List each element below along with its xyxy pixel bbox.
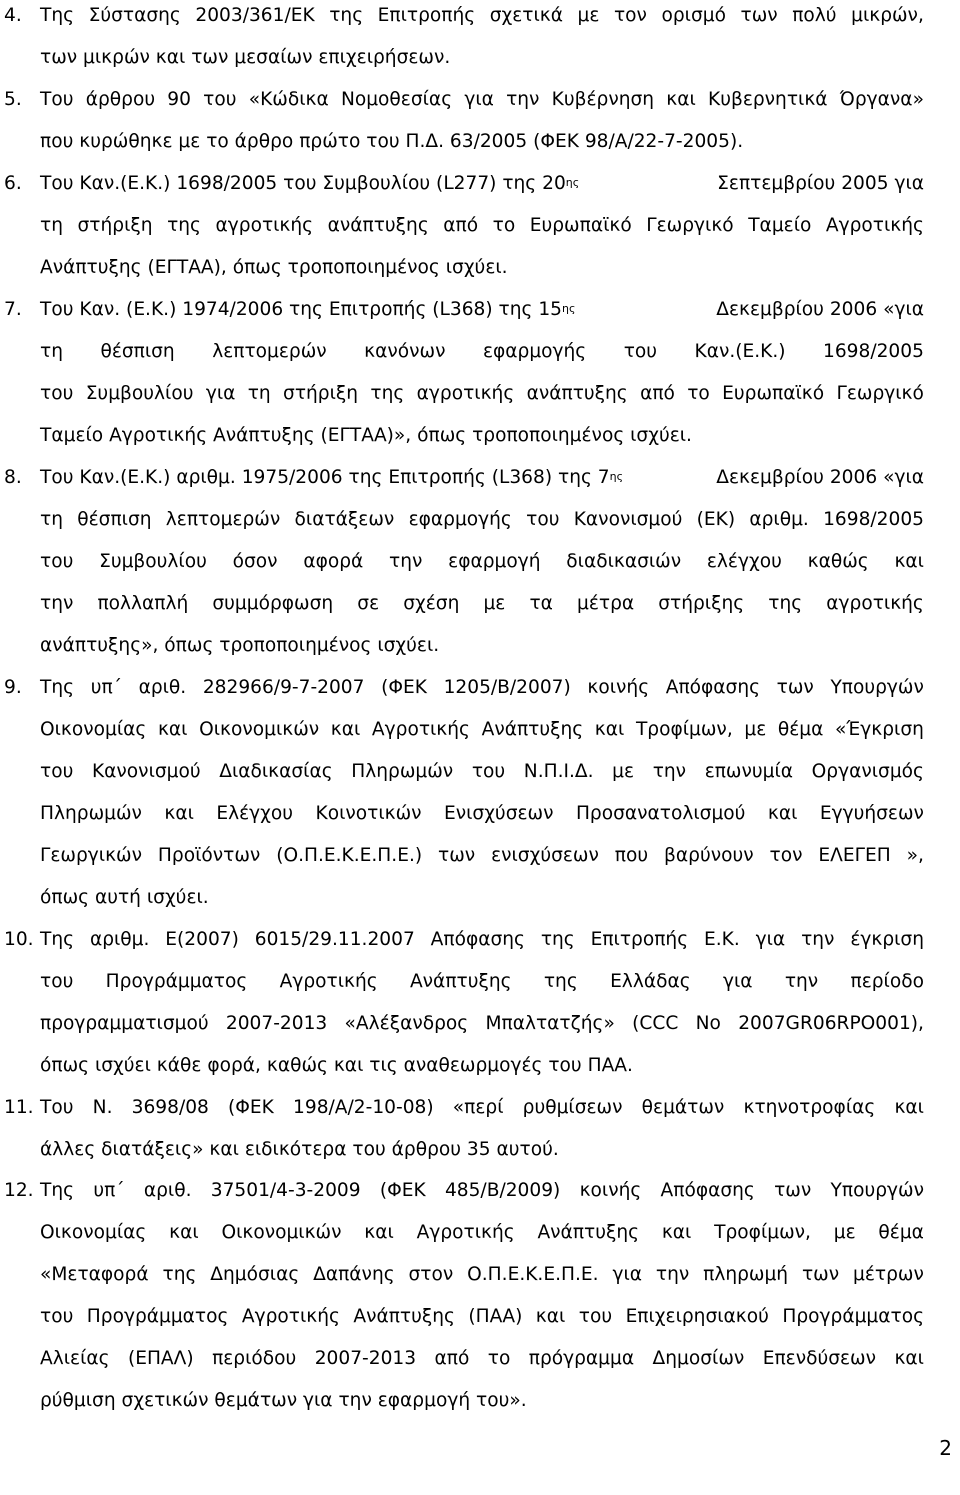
word: αφορά: [303, 551, 364, 572]
word: Ε.Κ.: [703, 929, 740, 950]
word: θεμάτων: [641, 1097, 725, 1118]
word: Πληρωμών: [40, 803, 142, 824]
word: προγραμματισμού: [40, 1013, 209, 1034]
word: Ε(2007): [165, 929, 239, 950]
word: Επενδύσεων: [762, 1348, 877, 1369]
word: θέσπιση: [100, 341, 175, 362]
word: Οικονομίας: [40, 1222, 147, 1243]
word: των: [438, 845, 476, 866]
word: 2003/361/ΕΚ: [195, 5, 315, 26]
word: Απόφασης: [665, 677, 761, 698]
word: Συμβουλίου: [85, 383, 194, 404]
word: με: [483, 593, 506, 614]
word: Της: [40, 677, 75, 698]
word: Δαπάνης: [313, 1264, 395, 1285]
word: μέτρα: [577, 593, 635, 614]
line-text: [40, 174, 579, 194]
word: καθώς: [807, 551, 869, 572]
word: Κανονισμού: [91, 761, 201, 782]
word: Νομοθεσίας: [340, 89, 453, 110]
word: Οργανισμός: [811, 761, 924, 782]
word: Ν.Π.Ι.Δ.: [523, 761, 594, 782]
word: Συμβουλίου: [99, 551, 207, 572]
word: εφαρμογή: [448, 551, 541, 572]
word: Προσανατολισμού: [575, 803, 746, 824]
list-item-line: όπως ισχύει κάθε φορά, καθώς και τις αναθεωρμογές του ΠΑΑ.: [40, 1055, 633, 1076]
word: «Έγκριση: [835, 719, 924, 740]
word: Επιτροπής: [590, 929, 689, 950]
word: περίοδο: [850, 971, 924, 992]
list-item-line: [40, 174, 924, 194]
word: Ανάπτυξης: [481, 719, 584, 740]
word: του: [40, 971, 74, 992]
list-item-line: [40, 300, 924, 320]
word: (ΦΕΚ: [381, 677, 427, 698]
ordinal-superscript: ης: [565, 176, 580, 189]
word: της: [370, 383, 405, 404]
word: Μπαλτατζής»: [485, 1013, 615, 1034]
word: θέμα: [777, 719, 824, 740]
word: της: [162, 1264, 197, 1285]
list-item-line: [40, 1098, 924, 1118]
page-number: 2: [939, 1436, 952, 1460]
word: του: [471, 761, 506, 782]
word: Αγροτικής: [371, 719, 470, 740]
list-item-number: 7.: [4, 299, 22, 320]
word: Κοινοτικών: [315, 803, 422, 824]
word: No: [695, 1013, 721, 1034]
word: «Αλέξανδρος: [344, 1013, 469, 1034]
word: (ΦΕΚ: [228, 1097, 274, 1118]
word: σχετικά: [489, 5, 563, 26]
ordinal-superscript: ης: [562, 302, 576, 315]
word: διαδικασιών: [566, 551, 682, 572]
list-item-number: 5.: [4, 89, 22, 110]
list-item-line: [40, 1307, 924, 1327]
word: την: [801, 929, 835, 950]
word: αριθ.: [138, 677, 187, 698]
word: Οικονομικών: [221, 1222, 342, 1243]
word: των: [740, 5, 778, 26]
word: 1698/2005: [823, 509, 924, 530]
word: της: [167, 215, 201, 236]
word: κανόνων: [364, 341, 446, 362]
list-item-number: 10.: [4, 929, 34, 950]
word: Διαδικασίας: [219, 761, 333, 782]
word: μέτρων: [853, 1264, 924, 1285]
word: του: [40, 761, 74, 782]
word: για: [612, 1264, 642, 1285]
word: Της: [40, 5, 75, 26]
word: Σύστασης: [88, 5, 181, 26]
word: της: [329, 5, 364, 26]
word: στήριξη: [77, 215, 153, 236]
word: Εγγυήσεων: [819, 803, 924, 824]
word: υπ΄: [90, 677, 122, 698]
line-text-start: Του Καν.(Ε.Κ.) 1698/2005 του Συμβουλίου (L277) της 20: [40, 173, 566, 194]
list-item-number: 9.: [4, 677, 22, 698]
word: Καν.(Ε.Κ.): [694, 341, 786, 362]
word: Αγροτικής: [825, 215, 924, 236]
word: Προγράμματος: [782, 1306, 924, 1327]
word: Προγράμματος: [105, 971, 248, 992]
word: Της: [40, 1180, 75, 1201]
word: και: [666, 89, 696, 110]
word: όσον: [232, 551, 278, 572]
line-text-end: Δεκεμβρίου 2006 «για: [716, 467, 924, 488]
word: τη: [40, 341, 63, 362]
word: 1205/Β/2007): [443, 677, 571, 698]
word: 37501/4-3-2009: [210, 1180, 361, 1201]
word: και: [330, 719, 361, 740]
word: και: [767, 803, 798, 824]
word: τη: [247, 383, 271, 404]
word: Οικονομίας: [40, 719, 147, 740]
word: του: [526, 509, 560, 530]
word: Αγροτικής: [279, 971, 378, 992]
word: την: [389, 551, 423, 572]
word: Γεωργικό: [646, 215, 734, 236]
word: τον: [613, 5, 647, 26]
word: Του: [40, 1097, 74, 1118]
line-text: [40, 300, 575, 320]
word: (Ο.Π.Ε.Κ.Ε.Π.Ε.): [276, 845, 423, 866]
line-text-end: Δεκεμβρίου 2006 «για: [716, 299, 924, 320]
word: Ελέγχου: [216, 803, 294, 824]
list-item-number: 12.: [4, 1180, 34, 1201]
word: του: [578, 1306, 613, 1327]
word: εφαρμογής: [408, 509, 512, 530]
word: Γεωργικό: [836, 383, 924, 404]
word: Οικονομικών: [199, 719, 320, 740]
word: Υπουργών: [830, 677, 924, 698]
word: Ευρωπαϊκό: [529, 215, 632, 236]
word: ορισμό: [661, 5, 726, 26]
word: Ταμείο: [748, 215, 812, 236]
list-item-line: [40, 1349, 924, 1369]
word: την: [652, 761, 687, 782]
word: διατάξεων: [294, 509, 395, 530]
word: της: [540, 929, 575, 950]
list-item-line: [40, 1014, 924, 1034]
word: Ανάπτυξης: [409, 971, 512, 992]
word: της: [543, 971, 578, 992]
list-item-line: [40, 678, 924, 698]
word: λεπτομερών: [165, 509, 281, 530]
word: Ανάπτυξης: [353, 1306, 455, 1327]
word: τον: [769, 845, 803, 866]
word: της: [768, 593, 803, 614]
word: από: [434, 1348, 470, 1369]
word: αγροτικής: [416, 383, 515, 404]
word: ανάπτυξης: [526, 383, 628, 404]
list-item-line: [40, 594, 924, 614]
ordinal-superscript: ης: [609, 470, 624, 483]
list-item-line: [40, 762, 924, 782]
word: την: [506, 89, 540, 110]
word: πληρωμή: [703, 1264, 789, 1285]
word: για: [205, 383, 236, 404]
word: για: [722, 971, 753, 992]
list-item-number: 8.: [4, 467, 22, 488]
word: εφαρμογής: [482, 341, 587, 362]
list-item-line: [40, 510, 924, 530]
word: Της: [40, 929, 75, 950]
word: των: [774, 1180, 812, 1201]
word: το: [492, 215, 516, 236]
word: Όργανα»: [839, 89, 924, 110]
word: θέσπιση: [77, 509, 152, 530]
word: αγροτικής: [215, 215, 314, 236]
list-item-line: [40, 930, 924, 950]
word: στον: [408, 1264, 454, 1285]
list-item-line: ανάπτυξης», όπως τροποποιημένος ισχύει.: [40, 635, 440, 656]
list-item-line: [40, 720, 924, 740]
list-item-line: [40, 1181, 924, 1201]
list-item-line: [40, 804, 924, 824]
word: πολλαπλή: [97, 593, 189, 614]
word: των: [801, 1264, 840, 1285]
word: την: [40, 593, 74, 614]
list-item-line: [40, 342, 924, 362]
word: ανάπτυξης: [327, 215, 429, 236]
word: τη: [40, 509, 63, 530]
line-text-start: Του Καν.(Ε.Κ.) αριθμ. 1975/2006 της Επιτροπής (L368) της 7: [40, 467, 610, 488]
word: Κυβερνητικά: [708, 89, 828, 110]
list-item-number: 11.: [4, 1097, 34, 1118]
word: 198/Α/2-10-08): [293, 1097, 434, 1118]
word: 282966/9-7-2007: [202, 677, 365, 698]
word: και: [157, 719, 188, 740]
list-item-line: [40, 384, 924, 404]
word: «Μεταφορά: [40, 1264, 149, 1285]
word: ενισχύσεων: [491, 845, 599, 866]
list-item-line: [40, 552, 924, 572]
word: του: [40, 551, 74, 572]
list-item-line: άλλες διατάξεις» και ειδικότερα του άρθρου 35 αυτού.: [40, 1139, 559, 1160]
list-item-line: Ανάπτυξης (ΕΓΤΑΑ), όπως τροποποιημένος ισχύει.: [40, 257, 508, 278]
word: Προϊόντων: [157, 845, 261, 866]
word: το: [487, 1348, 511, 1369]
word: Τροφίμων,: [635, 719, 733, 740]
word: και: [661, 1222, 692, 1243]
word: αγροτικής: [826, 593, 924, 614]
list-item-number: 6.: [4, 173, 22, 194]
word: και: [894, 1097, 924, 1118]
word: για: [464, 89, 494, 110]
word: κοινής: [579, 1180, 642, 1201]
word: Προγράμματος: [86, 1306, 229, 1327]
word: Πληρωμών: [351, 761, 454, 782]
word: αριθμ.: [89, 929, 150, 950]
word: Υπουργών: [830, 1180, 924, 1201]
list-item-line: [40, 1223, 924, 1243]
word: το: [687, 383, 710, 404]
word: Επιχειρησιακού: [625, 1306, 769, 1327]
word: «Κώδικα: [248, 89, 329, 110]
line-text-end: Σεπτεμβρίου 2005 για: [717, 173, 924, 194]
word: την: [655, 1264, 690, 1285]
word: με: [744, 719, 767, 740]
word: »,: [906, 845, 924, 866]
list-item-line: όπως αυτή ισχύει.: [40, 887, 209, 908]
list-item-line: των μικρών και των μεσαίων επιχειρήσεων.: [40, 47, 451, 68]
word: βαρύνουν: [664, 845, 754, 866]
word: 485/Β/2009): [444, 1180, 561, 1201]
word: του: [623, 341, 658, 362]
word: υπ΄: [93, 1180, 125, 1201]
word: ΕΛΕΓΕΠ: [818, 845, 891, 866]
word: σχέση: [403, 593, 460, 614]
word: Γεωργικών: [40, 845, 142, 866]
word: και: [164, 803, 194, 824]
word: 2007-2013: [314, 1348, 417, 1369]
word: θέμα: [878, 1222, 924, 1243]
word: Αλιείας: [40, 1348, 110, 1369]
list-item-line: [40, 90, 924, 110]
word: Ενισχύσεων: [443, 803, 554, 824]
word: Κυβέρνηση: [551, 89, 655, 110]
word: Δημόσιας: [210, 1264, 300, 1285]
list-item-line: που κυρώθηκε με το άρθρο πρώτο του Π.Δ. 63/2005 (ΦΕΚ 98/Α/22-7-2005).: [40, 131, 744, 152]
word: Του: [40, 89, 74, 110]
word: ελέγχου: [706, 551, 782, 572]
list-item-line: [40, 216, 924, 236]
word: από: [443, 215, 479, 236]
word: (CCC: [632, 1013, 679, 1034]
word: 3698/08: [131, 1097, 209, 1118]
word: 1698/2005: [823, 341, 924, 362]
word: και: [894, 551, 924, 572]
list-item-line: [40, 6, 924, 26]
word: του: [40, 383, 74, 404]
word: μικρών,: [851, 5, 924, 26]
list-item-line: [40, 846, 924, 866]
word: του: [40, 1306, 74, 1327]
word: αριθμ.: [749, 509, 809, 530]
line-text-start: Του Καν. (Ε.Κ.) 1974/2006 της Επιτροπής (L368) της 15: [40, 299, 562, 320]
word: «περί: [452, 1097, 504, 1118]
word: με: [577, 5, 600, 26]
word: συμμόρφωση: [212, 593, 334, 614]
word: που: [614, 845, 649, 866]
word: κοινής: [587, 677, 650, 698]
word: Ν.: [92, 1097, 113, 1118]
list-item-line: [40, 972, 924, 992]
word: πολύ: [792, 5, 837, 26]
word: περιόδου: [212, 1348, 297, 1369]
word: άρθρου: [85, 89, 156, 110]
word: Κανονισμού: [573, 509, 683, 530]
word: Ανάπτυξης: [537, 1222, 640, 1243]
list-item-line: [40, 1265, 924, 1285]
word: Τροφίμων,: [714, 1222, 811, 1243]
list-item-line: Ταμείο Αγροτικής Ανάπτυξης (ΕΓΤΑΑ)», όπως τροποποιημένος ισχύει.: [40, 425, 692, 446]
word: (ΕΚ): [696, 509, 736, 530]
word: στήριξης: [658, 593, 745, 614]
list-item-line: ρύθμιση σχετικών θεμάτων για την εφαρμογή του».: [40, 1390, 527, 1411]
word: Ελλάδας: [610, 971, 691, 992]
word: (ΠΑΑ): [468, 1306, 523, 1327]
word: και: [169, 1222, 199, 1243]
word: σε: [357, 593, 380, 614]
word: Αγροτικής: [241, 1306, 340, 1327]
word: Ευρωπαϊκό: [722, 383, 825, 404]
word: με: [833, 1222, 856, 1243]
word: τα: [529, 593, 553, 614]
word: Απόφασης: [430, 929, 525, 950]
word: τη: [40, 215, 63, 236]
word: 2007GR06RPO001),: [738, 1013, 924, 1034]
word: και: [364, 1222, 394, 1243]
word: (ΕΠΑΛ): [127, 1348, 194, 1369]
word: επωνυμία: [704, 761, 794, 782]
word: πρόγραμμα: [528, 1348, 635, 1369]
word: 6015/29.11.2007: [254, 929, 415, 950]
list-item-number: 4.: [4, 5, 22, 26]
word: αριθ.: [143, 1180, 192, 1201]
word: στήριξη: [283, 383, 359, 404]
word: των: [776, 677, 814, 698]
word: του: [203, 89, 237, 110]
word: την: [784, 971, 819, 992]
word: 2007-2013: [225, 1013, 328, 1034]
word: έγκριση: [850, 929, 924, 950]
word: Επιτροπής: [377, 5, 476, 26]
line-text: [40, 468, 623, 488]
word: με: [612, 761, 635, 782]
word: από: [640, 383, 675, 404]
word: Δημοσίων: [652, 1348, 745, 1369]
word: Ο.Π.Ε.Κ.Ε.Π.Ε.: [467, 1264, 599, 1285]
list-item-line: [40, 468, 924, 488]
word: κτηνοτροφίας: [743, 1097, 876, 1118]
word: Απόφασης: [660, 1180, 755, 1201]
word: και: [594, 719, 625, 740]
word: λεπτομερών: [212, 341, 327, 362]
word: Αγροτικής: [416, 1222, 515, 1243]
word: και: [894, 1348, 924, 1369]
word: και: [535, 1306, 566, 1327]
word: 90: [167, 89, 191, 110]
word: ρυθμίσεων: [522, 1097, 623, 1118]
word: (ΦΕΚ: [379, 1180, 426, 1201]
word: για: [755, 929, 786, 950]
